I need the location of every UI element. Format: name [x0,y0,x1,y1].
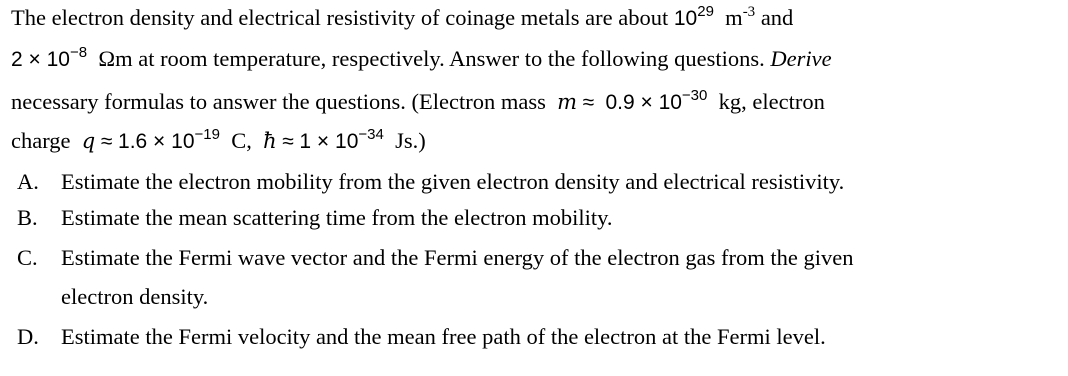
hbar-exponent: −34 [358,126,384,143]
charge-symbol: q [81,129,96,153]
question-text: Estimate the Fermi wave vector and the Fermi energy of the electron gas from the given [61,245,854,270]
hbar-value: 1 × 10 [299,130,359,153]
question-text: Estimate the mean scattering time from the electron mobility. [61,205,613,230]
question-text-continued: electron density. [61,284,209,309]
hbar-unit: Js.) [395,128,426,153]
mass-value: 0.9 × 10 [605,91,682,114]
question-label: C. [17,245,38,270]
question-a [17,168,844,196]
approx-symbol-hbar: ≈ [282,130,294,153]
question-c [17,244,853,272]
intro-line-3 [11,88,825,119]
question-c-continuation [61,283,208,311]
approx-symbol-charge: ≈ [100,130,113,153]
mass-exponent: −30 [681,87,708,104]
question-text: Estimate the electron mobility from the given electron density and electrical resistivity. [61,169,845,194]
question-text: Estimate the Fermi velocity and the mean free path of the electron at the Fermi level. [61,324,826,349]
and-word: and [760,5,794,30]
resistivity-exponent: −8 [69,44,88,61]
question-label: A. [17,169,39,194]
charge-word: charge [11,128,71,153]
mass-symbol: m [557,90,578,114]
density-base: 10 [673,7,698,30]
charge-unit: C, [231,128,252,153]
intro-line-4 [11,127,426,158]
density-unit: m [725,5,743,30]
resistivity-value: 2 × 10 [11,48,70,71]
density-exponent: 29 [697,3,714,20]
question-label: B. [17,205,38,230]
intro-line-1 [11,4,793,35]
question-label: D. [17,324,39,349]
approx-symbol-mass: ≈ [582,91,595,114]
intro-text-2: at room temperature, respectively. Answer to the following questions. [138,46,765,71]
question-d [17,323,826,351]
resistivity-unit: Ωm [98,46,133,71]
intro-text-3: necessary formulas to answer the questions. (Electron mass [11,89,546,114]
hbar-symbol: ħ [263,129,277,153]
derive-word: Derive [770,46,832,71]
intro-text-1: The electron density and electrical resistivity of coinage metals are about [11,5,674,30]
question-b [17,204,613,232]
intro-line-2 [11,45,832,76]
charge-exponent: −19 [194,126,220,143]
density-unit-exponent: -3 [742,4,756,20]
charge-value: 1.6 × 10 [118,130,195,153]
mass-unit: kg, electron [718,89,825,114]
